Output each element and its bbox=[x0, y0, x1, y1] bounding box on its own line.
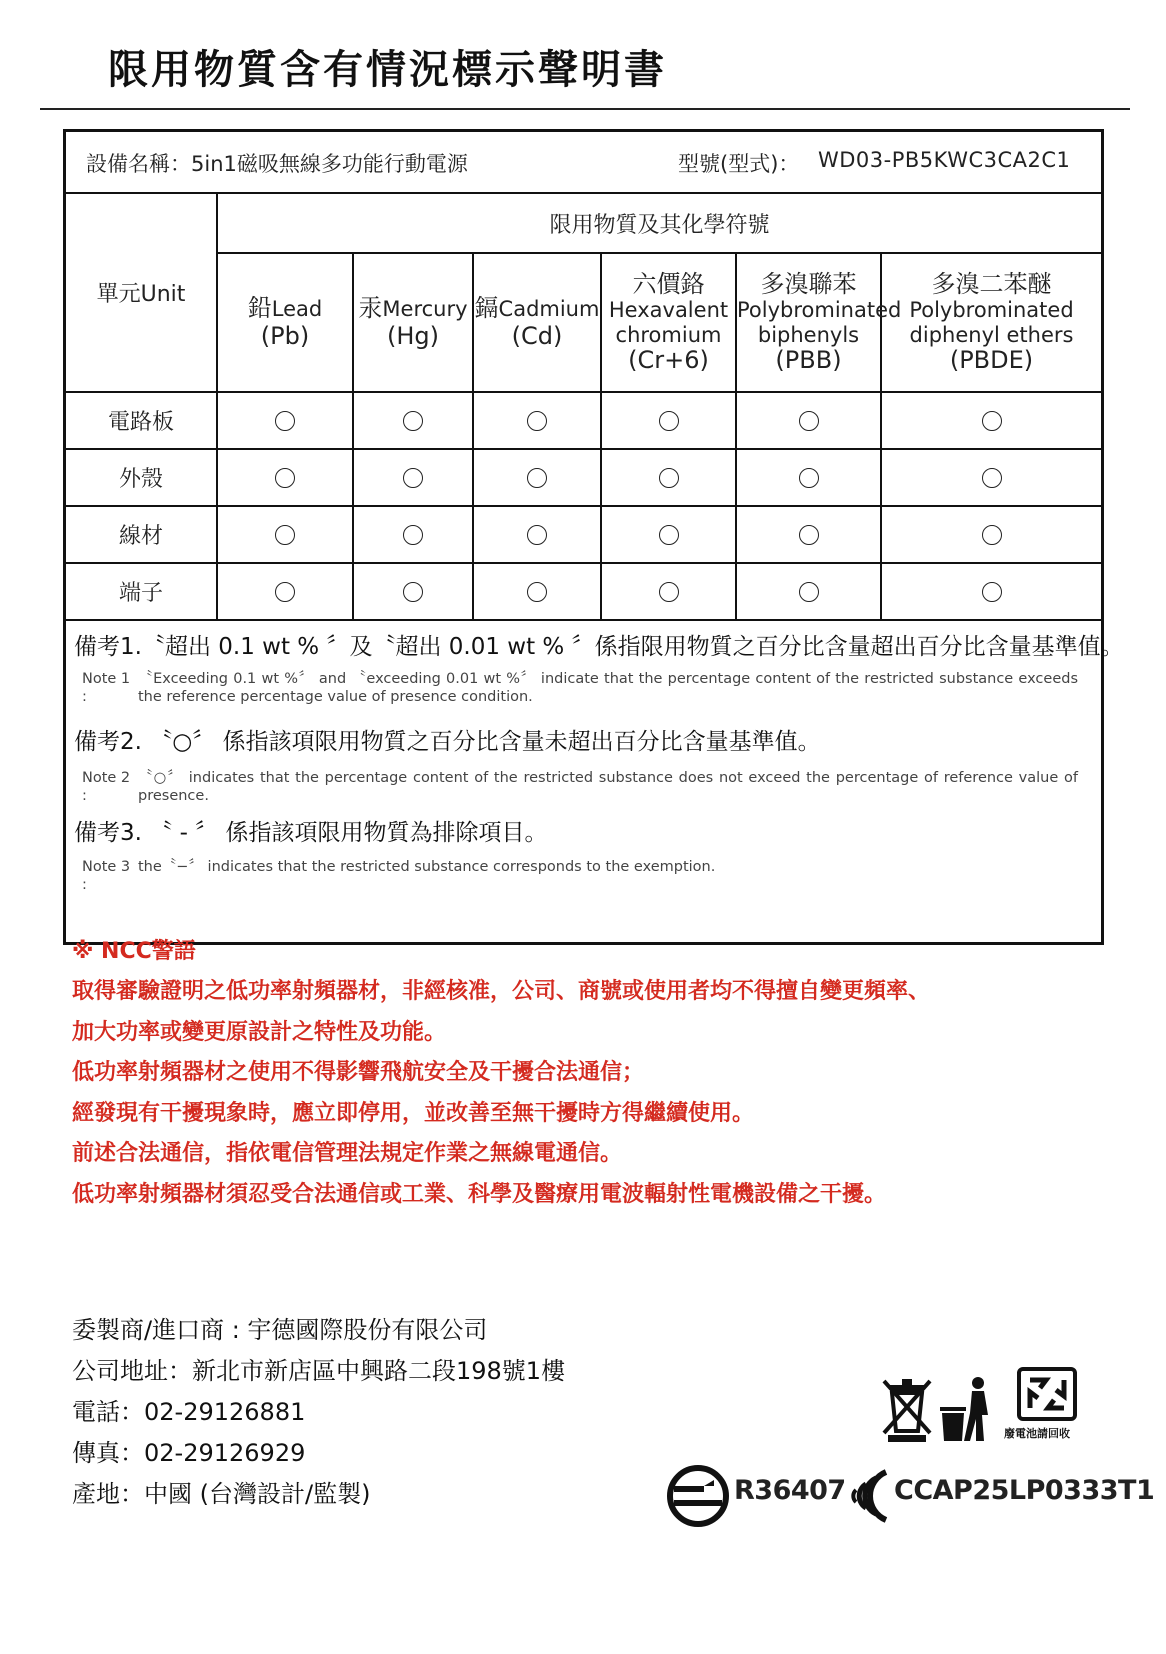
compliant-circle-icon bbox=[275, 525, 295, 545]
table-row bbox=[66, 392, 1101, 449]
column-zh: 鉛 bbox=[247, 293, 272, 322]
rohs-declaration-frame bbox=[63, 129, 1124, 945]
table-cell bbox=[601, 563, 736, 620]
note-3-label: Note 3 : bbox=[82, 859, 131, 893]
ncc-warning-line: 經發現有干擾現象時，應立即停用，並改善至無干擾時方得繼續使用。 bbox=[72, 1100, 755, 1126]
company-line: 傳真：02-29126929 bbox=[72, 1439, 306, 1467]
compliant-circle-icon bbox=[982, 411, 1002, 431]
column-header-2 bbox=[473, 253, 601, 392]
table-cell bbox=[217, 506, 353, 563]
ncc-warning-line: 低功率射頻器材之使用不得影響飛航安全及干擾合法通信； bbox=[72, 1060, 645, 1085]
column-zh: 鎘 bbox=[474, 293, 499, 322]
column-header-0 bbox=[217, 253, 353, 392]
note-1-text: 〝Exceeding 0.1 wt %〞 and 〝exceeding 0.01 wt %〞 indicate that the percentage content of the restricted substance exceeds the reference percentage value of presence condition. bbox=[138, 671, 1078, 705]
column-zh: 汞 bbox=[358, 293, 383, 322]
compliant-circle-icon bbox=[659, 525, 679, 545]
column-header-1 bbox=[353, 253, 473, 392]
column-en: Hexavalent chromium bbox=[608, 298, 729, 347]
equipment-name bbox=[86, 148, 468, 178]
compliant-circle-icon bbox=[527, 582, 547, 602]
table-row bbox=[66, 563, 1101, 620]
table-cell bbox=[473, 506, 601, 563]
table-cell bbox=[736, 506, 881, 563]
compliant-circle-icon bbox=[403, 525, 423, 545]
note-1 bbox=[82, 670, 1087, 706]
table-cell bbox=[217, 563, 353, 620]
remark-1: 備考1.〝超出 0.1 wt % 〞及〝超出 0.01 wt % 〞係指限用物質之百分比含量超出百分比含量基準值。 bbox=[74, 634, 1124, 660]
table-row bbox=[66, 449, 1101, 506]
table-cell bbox=[881, 449, 1101, 506]
column-en: Polybrominated diphenyl ethers bbox=[909, 298, 1074, 347]
column-symbol: (PBDE) bbox=[949, 345, 1034, 374]
compliant-circle-icon bbox=[527, 468, 547, 488]
column-symbol: (PBB) bbox=[775, 345, 842, 374]
compliant-circle-icon bbox=[799, 411, 819, 431]
ncc-warning-line: 加大功率或變更原設計之特性及功能。 bbox=[72, 1019, 447, 1045]
column-header-3 bbox=[601, 253, 736, 392]
table-cell bbox=[473, 563, 601, 620]
table-cell bbox=[353, 449, 473, 506]
battery-recycle-icon bbox=[1016, 1366, 1078, 1422]
table-cell bbox=[217, 392, 353, 449]
note-3 bbox=[82, 858, 1087, 894]
compliant-circle-icon bbox=[403, 468, 423, 488]
ncc-warning-line: 前述合法通信，指依電信管理法規定作業之無線電通信。 bbox=[72, 1141, 623, 1166]
column-header-5 bbox=[881, 253, 1101, 392]
table-cell bbox=[736, 392, 881, 449]
table-cell bbox=[881, 563, 1101, 620]
compliant-circle-icon bbox=[982, 582, 1002, 602]
company-line: 電話：02-29126881 bbox=[72, 1398, 306, 1426]
row-label: 端子 bbox=[66, 563, 217, 620]
compliant-circle-icon bbox=[799, 525, 819, 545]
table-cell bbox=[353, 392, 473, 449]
row-label: 電路板 bbox=[66, 392, 217, 449]
compliant-circle-icon bbox=[275, 582, 295, 602]
page-title: 限用物質含有情況標示聲明書 bbox=[108, 47, 667, 93]
row-label: 線材 bbox=[66, 506, 217, 563]
table-cell bbox=[736, 563, 881, 620]
compliant-circle-icon bbox=[275, 411, 295, 431]
company-line: 委製商/進口商 : 宇德國際股份有限公司 bbox=[72, 1316, 488, 1344]
column-en: Cadmium bbox=[498, 296, 600, 321]
column-symbol: (Pb) bbox=[260, 321, 310, 350]
remark-3: 備考3. 〝 - 〞 係指該項限用物質為排除項目。 bbox=[74, 820, 548, 846]
column-zh: 六價鉻 bbox=[632, 269, 705, 298]
battery-recycle-label: 廢電池請回收 bbox=[1004, 1427, 1070, 1440]
compliant-circle-icon bbox=[982, 468, 1002, 488]
unit-header: 單元Unit bbox=[66, 193, 217, 392]
compliant-circle-icon bbox=[275, 468, 295, 488]
substance-header: 限用物質及其化學符號 bbox=[217, 193, 1101, 253]
table-cell bbox=[601, 506, 736, 563]
compliant-circle-icon bbox=[659, 468, 679, 488]
equipment-name-value: 5in1磁吸無線多功能行動電源 bbox=[191, 152, 468, 176]
model-value: WD03-PB5KWC3CA2C1 bbox=[818, 148, 1071, 172]
table-cell bbox=[881, 506, 1101, 563]
crossed-bin-icon bbox=[880, 1375, 934, 1443]
note-2-label: Note 2 : bbox=[82, 770, 131, 804]
compliant-circle-icon bbox=[403, 582, 423, 602]
table-cell bbox=[353, 563, 473, 620]
table-row bbox=[66, 506, 1101, 563]
note-1-label: Note 1 : bbox=[82, 671, 131, 705]
bsmi-mark-icon bbox=[666, 1464, 730, 1528]
note-3-text: the〝−〞 indicates that the restricted substance corresponds to the exemption. bbox=[138, 859, 716, 875]
table-cell bbox=[353, 506, 473, 563]
table-cell bbox=[217, 449, 353, 506]
compliant-circle-icon bbox=[659, 411, 679, 431]
model-label: 型號(型式)： bbox=[678, 152, 800, 176]
ncc-code: CCAP25LP0333T1 bbox=[894, 1475, 1155, 1506]
column-header-4 bbox=[736, 253, 902, 392]
table-cell bbox=[881, 392, 1101, 449]
ncc-warning-title: ※ NCC警語 bbox=[72, 939, 196, 964]
column-zh: 多溴聯苯 bbox=[760, 269, 857, 298]
row-label: 外殼 bbox=[66, 449, 217, 506]
company-line: 產地：中國 (台灣設計/監製) bbox=[72, 1480, 371, 1508]
column-symbol: (Hg) bbox=[386, 321, 439, 350]
company-line: 公司地址：新北市新店區中興路二段198號1樓 bbox=[72, 1357, 566, 1385]
compliant-circle-icon bbox=[659, 582, 679, 602]
table-cell bbox=[473, 392, 601, 449]
column-en: Lead bbox=[271, 296, 323, 321]
tidyman-disposal-icon bbox=[938, 1375, 998, 1445]
table-cell bbox=[473, 449, 601, 506]
compliant-circle-icon bbox=[799, 582, 819, 602]
note-2-text: 〝○〞 indicates that the percentage content of the restricted substance does not exceed the percentage of reference value of presence. bbox=[138, 770, 1078, 804]
ncc-wave-icon bbox=[836, 1466, 892, 1526]
title-divider bbox=[40, 108, 1130, 110]
table-cell bbox=[736, 449, 881, 506]
column-en: Mercury bbox=[382, 296, 468, 321]
restricted-substances-table bbox=[66, 132, 1101, 621]
equipment-name-label: 設備名稱： bbox=[86, 152, 191, 176]
compliant-circle-icon bbox=[527, 411, 547, 431]
table-cell bbox=[601, 449, 736, 506]
ncc-warning-line: 取得審驗證明之低功率射頻器材，非經核准，公司、商號或使用者均不得擅自變更頻率、 bbox=[72, 979, 931, 1004]
compliant-circle-icon bbox=[982, 525, 1002, 545]
column-symbol: (Cr+6) bbox=[628, 345, 709, 374]
equipment-info-row bbox=[66, 132, 1101, 193]
column-en: Polybrominated biphenyls bbox=[737, 298, 902, 347]
column-zh: 多溴二苯醚 bbox=[931, 269, 1052, 298]
remark-2: 備考2. 〝○〞 係指該項限用物質之百分比含量未超出百分比含量基準值。 bbox=[74, 729, 821, 755]
compliant-circle-icon bbox=[527, 525, 547, 545]
bsmi-code: R36407 bbox=[734, 1475, 846, 1506]
compliant-circle-icon bbox=[799, 468, 819, 488]
table-cell bbox=[601, 392, 736, 449]
compliant-circle-icon bbox=[403, 411, 423, 431]
column-symbol: (Cd) bbox=[511, 321, 563, 350]
note-2 bbox=[82, 769, 1087, 805]
ncc-warning-line: 低功率射頻器材須忍受合法通信或工業、科學及醫療用電波輻射性電機設備之干擾。 bbox=[72, 1181, 887, 1207]
